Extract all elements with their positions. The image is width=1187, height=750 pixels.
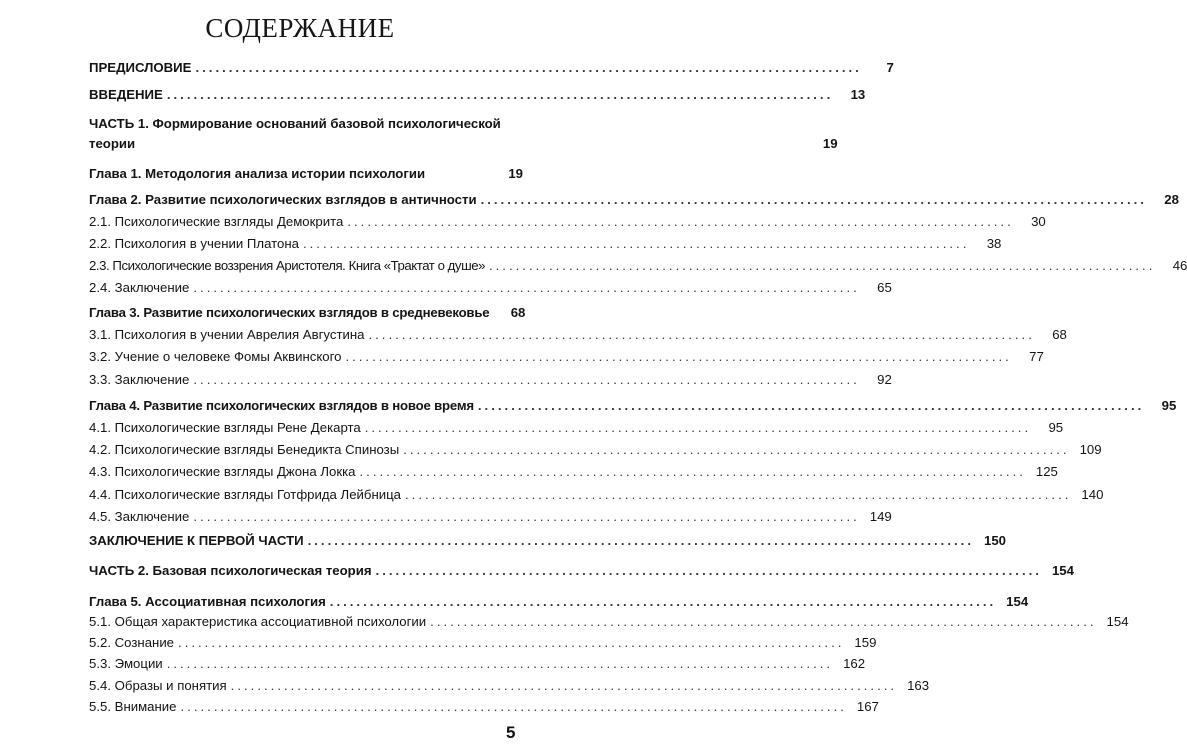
toc-entry[interactable]: [89, 462, 1058, 482]
toc-entry[interactable]: [89, 212, 1046, 232]
leader-dots: ....................................................................................................: [193, 372, 860, 387]
toc-entry-title: 2.3. Психологические воззрения Аристотеля. Книга «Трактат о душе»: [89, 258, 485, 273]
leader-dots: ....................................................................................................: [193, 509, 860, 524]
toc-entry[interactable]: [89, 561, 1074, 581]
toc-entry-page: 7: [886, 60, 894, 75]
toc-entry-page: 95: [1161, 398, 1177, 413]
toc-entry-title: 5.3. Эмоции: [89, 656, 163, 671]
toc-entry[interactable]: [89, 58, 894, 78]
toc-entry-page: 92: [877, 372, 892, 387]
toc-entry-title: 3.3. Заключение: [89, 372, 190, 387]
toc-entry-page: 140: [1081, 487, 1104, 502]
toc-entry-title: ПРЕДИСЛОВИЕ: [89, 60, 192, 75]
toc-entry-title: ВВЕДЕНИЕ: [89, 87, 163, 102]
toc-entry-page: 162: [843, 656, 866, 671]
leader-dots: ....................................................................................................: [180, 699, 847, 714]
leader-dots: ....................................................................................................: [364, 420, 1032, 435]
toc-entry-page: 159: [854, 635, 877, 650]
toc-entry[interactable]: [89, 278, 892, 298]
toc-entry[interactable]: [89, 440, 1102, 460]
toc-entry[interactable]: [89, 85, 866, 105]
toc-entry-title: 2.4. Заключение: [89, 280, 190, 295]
leader-dots: ....................................................................................................: [347, 214, 1014, 229]
toc-entry-page: 68: [510, 305, 526, 320]
toc-entry-page: 149: [869, 509, 892, 524]
toc-entry-title: 2.2. Психология в учении Платона: [89, 236, 299, 251]
leader-dots: ....................................................................................................: [359, 464, 1026, 479]
toc-entry-title-line2: теории: [89, 136, 136, 151]
leader-dots: ....................................................................................................: [345, 349, 1012, 364]
toc-entry-title: 4.3. Психологические взгляды Джона Локка: [89, 464, 356, 479]
page-title: СОДЕРЖАНИЕ: [205, 13, 395, 43]
toc-entry[interactable]: [89, 592, 1029, 612]
leader-dots: ....................................................................................................: [178, 635, 845, 650]
toc-entry-page: 150: [984, 533, 1007, 548]
toc-entry-title: 4.2. Психологические взгляды Бенедикта Спинозы: [89, 442, 400, 457]
toc-entry[interactable]: [89, 256, 1187, 276]
toc-entry-page: 68: [1052, 327, 1067, 342]
toc-entry-title: Глава 3. Развитие психологических взглядов в средневековье: [89, 305, 490, 320]
leader-dots: ....................................................................................................: [307, 533, 975, 548]
toc-entry[interactable]: [89, 396, 1177, 416]
leader-dots: ....................................................................................................: [488, 258, 1156, 273]
leader-dots: ....................................................................................................: [230, 678, 898, 693]
toc-entry[interactable]: [89, 370, 892, 390]
toc-entry-title: 2.1. Психологические взгляды Демокрита: [89, 214, 344, 229]
toc-entry-title: 5.2. Сознание: [89, 635, 175, 650]
toc-entry-page: 19: [508, 166, 523, 181]
toc-entry[interactable]: [89, 697, 879, 717]
leader-dots: ....................................................................................................: [195, 60, 862, 75]
leader-dots: ....................................................................................................: [302, 236, 970, 251]
page-number: 5: [506, 723, 516, 742]
toc-entry[interactable]: [89, 531, 1007, 551]
toc-entry-page: 13: [850, 87, 866, 102]
toc-entry[interactable]: [89, 612, 1129, 632]
leader-dots: ....................................................................................................: [430, 614, 1097, 629]
toc-entry-page: 65: [877, 280, 892, 295]
leader-dots: ....................................................................................................: [166, 656, 834, 671]
toc-entry[interactable]: [89, 676, 930, 696]
toc-entry-page: 154: [1006, 594, 1029, 609]
leader-dots: ....................................................................................................: [403, 442, 1070, 457]
toc-entry-page: 30: [1031, 214, 1046, 229]
toc-entry-page: 46: [1172, 258, 1187, 273]
toc-entry[interactable]: [89, 164, 523, 184]
toc-entry-page: 109: [1079, 442, 1102, 457]
toc-entry-page: 77: [1029, 349, 1044, 364]
toc-entry-title: ЧАСТЬ 2. Базовая психологическая теория: [89, 563, 372, 578]
toc-entry[interactable]: [89, 507, 892, 527]
toc-entry-title: 5.5. Внимание: [89, 699, 177, 714]
toc-entry-title: 5.4. Образы и понятия: [89, 678, 227, 693]
toc-entry[interactable]: [89, 654, 866, 674]
toc-entry[interactable]: [89, 234, 1002, 254]
toc-entry-title: 4.5. Заключение: [89, 509, 190, 524]
toc-entry-part[interactable]: [89, 114, 838, 154]
toc-entry-title: ЗАКЛЮЧЕНИЕ К ПЕРВОЙ ЧАСТИ: [89, 533, 304, 548]
toc-entry[interactable]: [89, 325, 1067, 345]
leader-dots: ....................................................................................................: [405, 487, 1072, 502]
toc-entry-title: Глава 4. Развитие психологических взглядов в новое время: [89, 398, 474, 413]
toc-entry-page: 19: [822, 136, 838, 151]
toc-entry[interactable]: [89, 190, 1179, 210]
leader-dots: ....................................................................................................: [166, 87, 834, 102]
toc-entry-page: 95: [1048, 420, 1064, 435]
toc-entry[interactable]: [89, 485, 1104, 505]
toc-entry-page: 28: [1164, 192, 1179, 207]
toc-entry-title: Глава 5. Ассоциативная психология: [89, 594, 326, 609]
toc-entry-page: 38: [986, 236, 1002, 251]
toc-entry-title: 5.1. Общая характеристика ассоциативной психологии: [89, 614, 427, 629]
toc-entry[interactable]: [89, 418, 1064, 438]
toc-entry-page: 167: [856, 699, 879, 714]
leader-dots: ....................................................................................................: [368, 327, 1035, 342]
toc-entry[interactable]: [89, 347, 1044, 367]
toc-entry[interactable]: [89, 303, 526, 323]
leader-dots: ....................................................................................................: [477, 398, 1145, 413]
leader-dots: ....................................................................................................: [480, 192, 1147, 207]
toc-entry-title: 3.2. Учение о человеке Фомы Аквинского: [89, 349, 342, 364]
leader-dots: ....................................................................................................: [193, 280, 860, 295]
toc-entry-title: Глава 2. Развитие психологических взглядов в античности: [89, 192, 477, 207]
toc-entry-title: Глава 1. Методология анализа истории психологии: [89, 166, 426, 181]
toc-entry-title: 4.4. Психологические взгляды Готфрида Лейбница: [89, 487, 402, 502]
toc-entry-title: 4.1. Психологические взгляды Рене Декарта: [89, 420, 361, 435]
toc-entry-page: 154: [1051, 563, 1074, 578]
leader-dots: ....................................................................................................: [375, 563, 1042, 578]
toc-entry-title: 3.1. Психология в учении Аврелия Августина: [89, 327, 365, 342]
toc-entry-title-line1: ЧАСТЬ 1. Формирование оснований базовой психологической: [89, 116, 501, 131]
toc-entry[interactable]: [89, 633, 877, 653]
toc-entry-page: 154: [1106, 614, 1129, 629]
leader-dots: ....................................................................................................: [329, 594, 997, 609]
toc-entry-page: 163: [907, 678, 930, 693]
toc-entry-page: 125: [1035, 464, 1058, 479]
